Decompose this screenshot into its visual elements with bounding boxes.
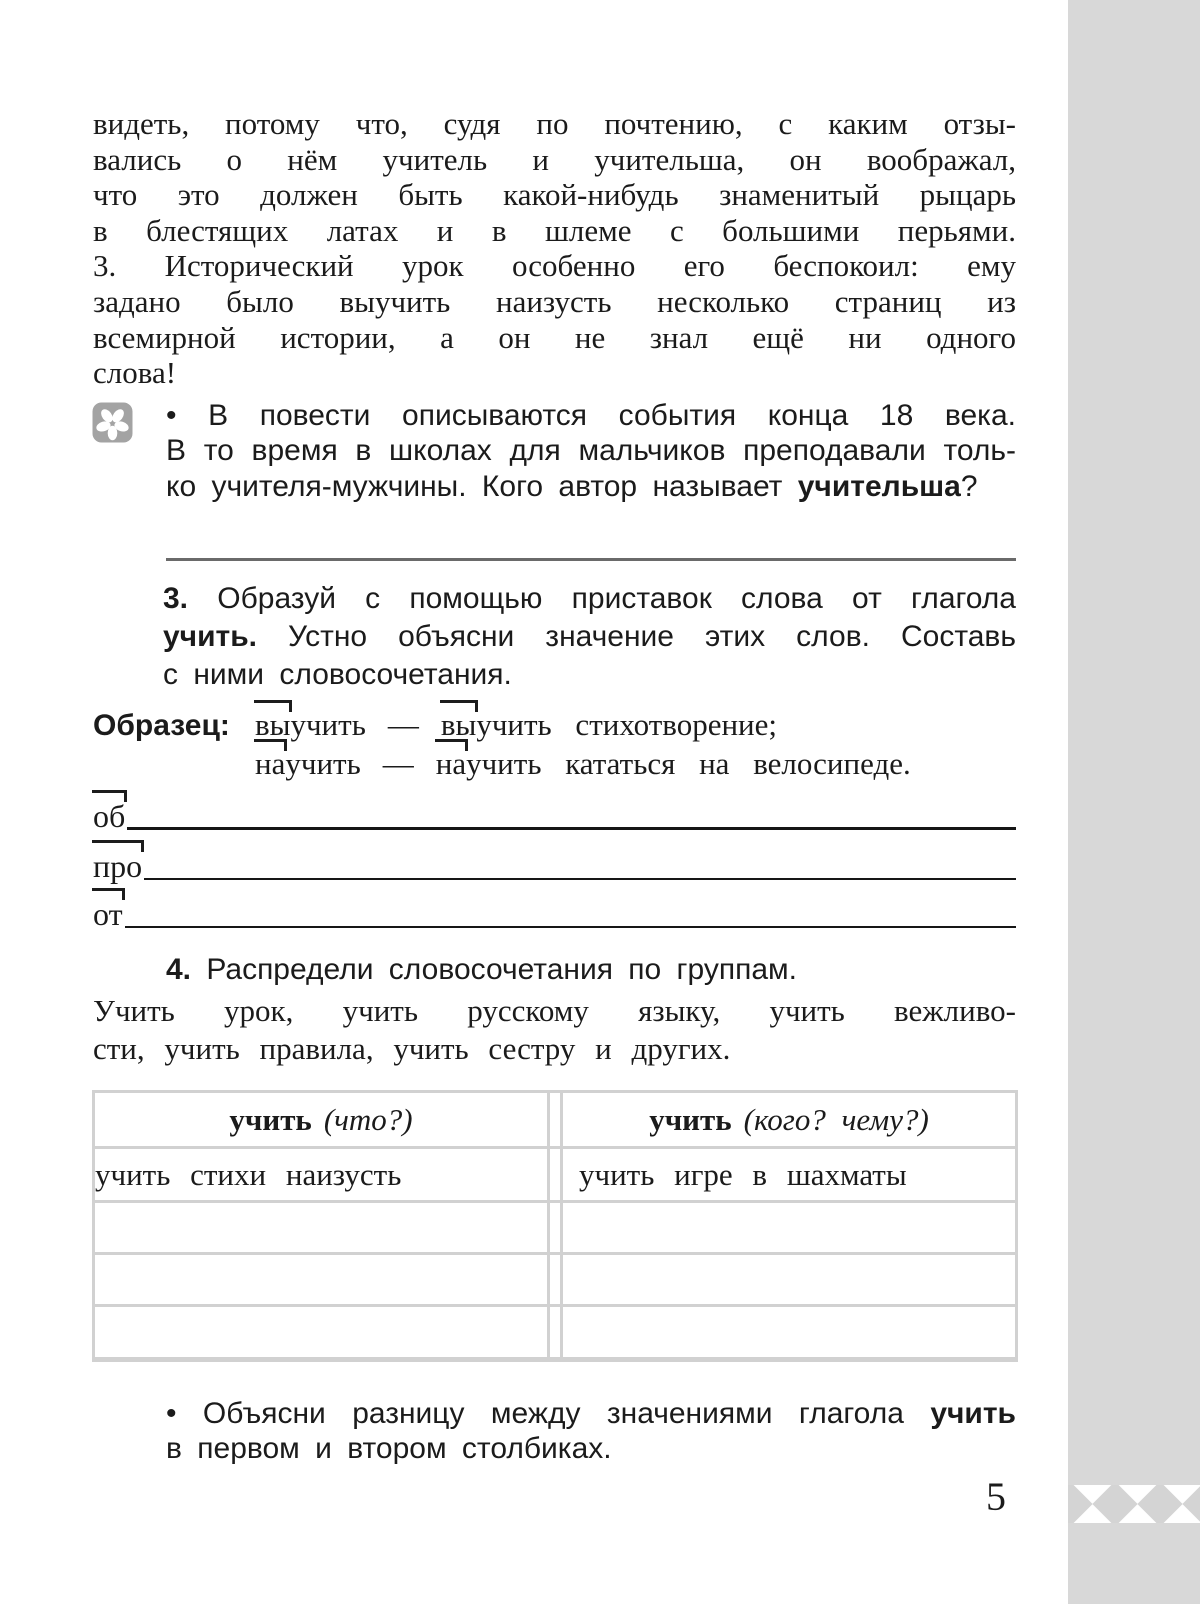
followup-question — [166, 1397, 1016, 1466]
table-header-row — [94, 1092, 1017, 1148]
prefix-mark: от — [93, 896, 123, 932]
word-list-line: Учить урок, учить русскому языку, учить вежливо- — [93, 993, 1016, 1028]
oral-question — [166, 398, 1016, 504]
instruction-line: 3. Образуй с помощью приставок слова от глагола — [163, 582, 1016, 615]
diamond-shape — [1182, 1485, 1200, 1523]
instruction-line: учить. Устно объясни значение этих слов. Составь — [163, 620, 1016, 653]
prefix-mark: на — [435, 746, 467, 781]
column-gap — [549, 1202, 562, 1254]
table-header-cell: учить (кого? чему?) — [562, 1092, 1017, 1148]
story-line: вались о нём учитель и учительша, он воображал, — [93, 141, 1016, 177]
diamond-shape — [1092, 1485, 1137, 1523]
exercise-3-instruction — [163, 580, 1016, 694]
word-list-line: сти, учить правила, учить сестру и других. — [93, 1030, 731, 1066]
prefix-row-pro — [93, 847, 1016, 885]
table-cell — [94, 1202, 549, 1254]
diamond-ornament — [1068, 1485, 1200, 1523]
table-cell — [94, 1254, 549, 1306]
instruction-line: с ними словосочетания. — [163, 658, 512, 691]
question-line: • В повести описываются события конца 18 века. — [166, 399, 1016, 432]
story-line: слова! — [93, 355, 177, 391]
story-line: 3. Исторический урок особенно его беспокоил: ему — [93, 248, 1016, 284]
flower-icon — [92, 402, 133, 443]
answer-line — [144, 847, 1016, 880]
classification-table — [92, 1090, 1018, 1362]
answer-line — [127, 797, 1016, 830]
column-gap — [549, 1306, 562, 1360]
question-line: в первом и втором столбиках. — [166, 1431, 612, 1465]
prefix-mark: об — [93, 798, 126, 834]
prefix-row-ot — [93, 895, 1016, 933]
exercise-4-instruction: 4. Распредели словосочетания по группам. — [166, 953, 797, 986]
column-gap — [549, 1148, 562, 1202]
diamond-shape — [1137, 1485, 1182, 1523]
prefix-mark: вы — [440, 707, 477, 742]
column-gap — [549, 1254, 562, 1306]
em-dash: — — [387, 707, 419, 742]
question-line: ко учителя-мужчины. Кого автор называет учительша? — [166, 469, 978, 503]
answer-line — [125, 895, 1016, 928]
sample-label: Образец: — [93, 709, 230, 742]
table-cell: учить игре в шахматы — [562, 1148, 1017, 1202]
story-line: что это должен быть какой-нибудь знаменитый рыцарь — [93, 177, 1016, 213]
prefix-mark: на — [255, 746, 286, 781]
column-gap — [549, 1092, 562, 1148]
story-line: задано было выучить наизусть несколько страниц из — [93, 283, 1016, 319]
section-divider — [166, 558, 1016, 561]
table-cell: учить стихи наизусть — [94, 1148, 549, 1202]
table-cell — [562, 1306, 1017, 1360]
sample-line-1: выучить — выучить стихотворение; — [255, 707, 778, 742]
page-edge-strip — [1068, 0, 1200, 1604]
table-empty-row — [94, 1306, 1017, 1360]
table-row — [94, 1148, 1017, 1202]
table-cell — [94, 1306, 549, 1360]
exercise-4-word-list — [93, 992, 1016, 1067]
prefix-mark: вы — [255, 707, 291, 742]
sample-line-2: научить — научить кататься на велосипеде. — [255, 746, 911, 781]
story-line: видеть, потому что, судя по почтению, с каким отзы- — [93, 106, 1016, 141]
table-empty-row — [94, 1254, 1017, 1306]
story-text — [93, 106, 1016, 391]
question-line: В то время в школах для мальчиков преподавали толь- — [166, 434, 1016, 468]
em-dash: — — [382, 746, 414, 781]
table-cell — [562, 1202, 1017, 1254]
prefix-row-ob — [93, 797, 1016, 835]
story-line: всемирной истории, а он не знал ещё ни одного — [93, 319, 1016, 355]
story-line: в блестящих латах и в шлеме с большими перьями. — [93, 212, 1016, 248]
table-empty-row — [94, 1202, 1017, 1254]
prefix-mark: про — [93, 848, 143, 884]
table-header-cell: учить (что?) — [94, 1092, 549, 1148]
table-cell — [562, 1254, 1017, 1306]
page-number: 5 — [986, 1474, 1006, 1519]
diamond-shape — [1068, 1485, 1093, 1523]
question-line: • Объясни разницу между значениями глагола учить — [166, 1397, 1016, 1430]
